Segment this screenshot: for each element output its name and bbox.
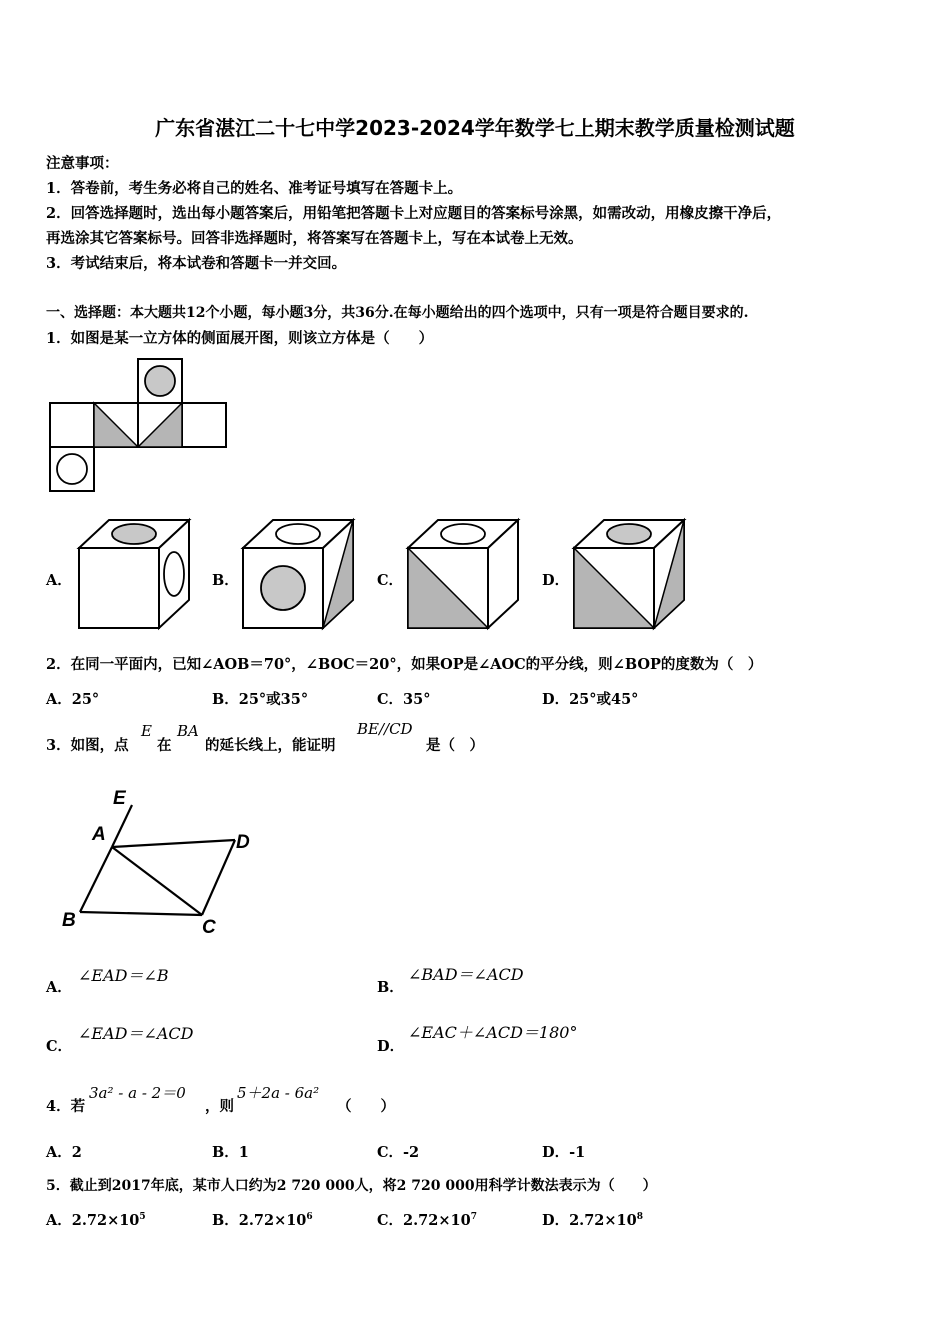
fig-label-a: A [92, 824, 106, 845]
cube-option-a [77, 518, 193, 632]
q5-option-a-text: A．2.72×10 [46, 1212, 140, 1229]
fig-label-e: E [113, 788, 126, 809]
q3-point-e: E [141, 722, 152, 740]
net-triangle-1 [94, 403, 138, 447]
q3-stem-part3: 的延长线上，能证明 [205, 737, 336, 754]
q1-label-d: D． [542, 572, 570, 589]
notice-item-2b: 再选涂其它答案标号。回答非选择题时，将答案写在答题卡上，写在本试卷上无效。 [46, 230, 583, 247]
q3-option-b: ∠BAD＝∠ACD [408, 965, 524, 984]
q4-option-a: A．2 [46, 1144, 82, 1161]
q5-option-b-exp: 6 [306, 1212, 313, 1223]
q3-segment-ba: BA [177, 722, 199, 740]
q4-stem-part3: （ ） [337, 1098, 395, 1115]
q4-expression: 5＋2a - 6a² [237, 1084, 320, 1102]
q3-geometry-figure [60, 785, 270, 940]
notice-item-3: 3．考试结束后，将本试卷和答题卡一并交回。 [46, 255, 347, 272]
notice-heading: 注意事项： [46, 155, 119, 172]
q1-label-a: A． [46, 572, 72, 589]
q4-option-b: B．1 [212, 1144, 249, 1161]
fig-label-b: B [62, 910, 76, 931]
cube-option-c [406, 518, 522, 632]
q5-option-a [46, 1209, 146, 1230]
q3-option-a-label: A． [46, 979, 72, 996]
net-triangle-2 [138, 403, 182, 447]
notice-item-2a: 2．回答选择题时，选出每小题答案后，用铅笔把答题卡上对应题目的答案标号涂黑，如需改动，用橡皮擦干净后， [46, 205, 782, 222]
q3-option-c-label: C． [46, 1038, 73, 1055]
q3-stem-part2: 在 [157, 737, 172, 754]
q3-stem-part1: 3．如图，点 [46, 737, 129, 754]
q3-option-c: ∠EAD＝∠ACD [78, 1024, 194, 1043]
q5-option-a-exp: 5 [139, 1212, 146, 1223]
q4-option-c: C．-2 [377, 1144, 420, 1161]
q2-option-d: D．25°或45° [542, 691, 639, 708]
q2-stem: 2．在同一平面内，已知∠AOB＝70°，∠BOC＝20°，如果OP是∠AOC的平分线，则∠BOP的度数为（ ） [46, 656, 763, 673]
fig-label-d: D [236, 832, 250, 853]
q4-stem-part1: 4．若 [46, 1098, 86, 1115]
q5-option-d-exp: 8 [636, 1212, 643, 1223]
net-top-circle [145, 366, 175, 396]
q3-option-d-label: D． [377, 1038, 405, 1055]
q1-stem: 1．如图是某一立方体的侧面展开图，则该立方体是（ ） [46, 330, 434, 347]
q3-option-b-label: B． [377, 979, 404, 996]
q4-stem-part2: ，则 [205, 1098, 234, 1115]
q3-option-d: ∠EAC＋∠ACD＝180° [408, 1023, 578, 1042]
q5-option-b-text: B．2.72×10 [212, 1212, 307, 1229]
q5-stem: 5．截止到2017年底，某市人口约为2 720 000人，将2 720 000用科学计数法表示为（ ） [46, 1178, 657, 1194]
cube-net-figure [48, 358, 228, 493]
section-heading: 一、选择题：本大题共12个小题，每小题3分，共36分.在每小题给出的四个选项中，只有一项是符合题目要求的. [46, 305, 749, 321]
net-bottom-circle [57, 454, 87, 484]
q4-option-d: D．-1 [542, 1144, 586, 1161]
q5-option-c-text: C．2.72×10 [377, 1212, 471, 1229]
q5-option-c [377, 1209, 477, 1230]
page-title: 广东省湛江二十七中学2023-2024学年数学七上期末教学质量检测试题 [155, 116, 795, 140]
fig-label-c: C [202, 917, 216, 938]
q5-option-d-text: D．2.72×10 [542, 1212, 637, 1229]
q1-label-b: B． [212, 572, 239, 589]
q5-option-c-exp: 7 [470, 1212, 477, 1223]
q2-option-c: C．35° [377, 691, 431, 708]
q1-label-c: C． [377, 572, 404, 589]
q3-parallel-expr: BE//CD [357, 720, 413, 738]
q2-option-a: A．25° [46, 691, 100, 708]
notice-item-1: 1．答卷前，考生务必将自己的姓名、准考证号填写在答题卡上。 [46, 180, 463, 197]
q3-stem-part4: 是（ ） [426, 737, 484, 754]
q5-option-b [212, 1209, 313, 1230]
cube-option-b [241, 518, 357, 632]
q3-option-a: ∠EAD＝∠B [78, 966, 169, 985]
q5-option-d [542, 1209, 643, 1230]
q2-option-b: B．25°或35° [212, 691, 309, 708]
q4-equation: 3a² - a - 2＝0 [89, 1084, 186, 1102]
cube-option-d [572, 518, 688, 632]
